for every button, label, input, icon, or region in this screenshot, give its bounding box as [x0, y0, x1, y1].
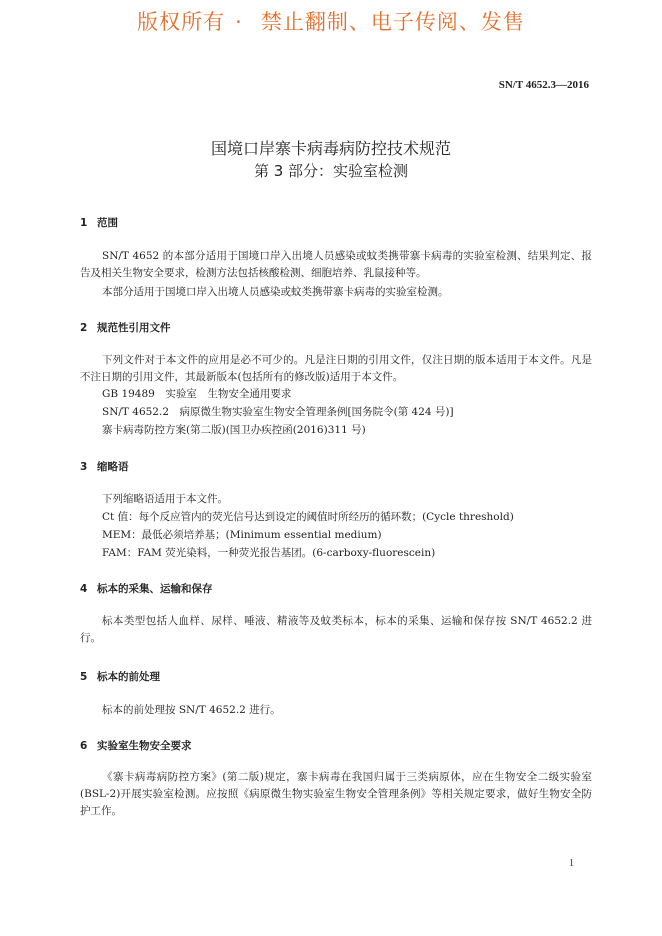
paragraph: SN/T 4652 的本部分适用于国境口岸入出境人员感染或蚊类携带寨卡病毒的实验室检测、结果判定、报告及相关生物安全要求，检测方法包括核酸检测、细胞培养、乳鼠接种等。 [80, 250, 592, 279]
watermark-dot: · [235, 10, 243, 34]
paragraph: 下列缩略语适用于本文件。 [102, 493, 228, 505]
abbreviation-item: FAM：FAM 荧光染料，一种荧光报告基团。(6-carboxy-fluorescein) [102, 547, 436, 559]
watermark-left-text: 版权所有 [137, 10, 226, 34]
section-number: 2 [80, 322, 88, 334]
section-title: 规范性引用文件 [97, 322, 171, 334]
copyright-watermark [0, 6, 662, 36]
section-number: 5 [80, 671, 88, 683]
paragraph: 本部分适用于国境口岸入出境人员感染或蚊类携带寨卡病毒的实验室检测。 [102, 286, 449, 298]
page-number: 1 [569, 858, 574, 869]
section-number: 3 [80, 461, 88, 473]
section-heading [80, 581, 213, 596]
reference-item: SN/T 4652.2 病原微生物实验室生物安全管理条例[国务院令(第 424 号)] [102, 406, 454, 418]
section-title: 缩略语 [97, 461, 129, 473]
section-number: 1 [80, 217, 88, 229]
section-title: 实验室生物安全要求 [97, 740, 192, 752]
section-number: 4 [80, 583, 88, 595]
section-title: 范围 [97, 217, 118, 229]
watermark-right-text: 禁止翻制、电子传阅、发售 [260, 10, 525, 34]
reference-item: GB 19489 实验室 生物安全通用要求 [102, 388, 292, 400]
standard-code: SN/T 4652.3—2016 [498, 79, 589, 91]
abbreviation-item: MEM：最低必须培养基；(Minimum essential medium) [102, 529, 382, 541]
section-title: 标本的前处理 [97, 671, 160, 683]
paragraph: 下列文件对于本文件的应用是必不可少的。凡是注日期的引用文件，仅注日期的版本适用于本文件。凡是不注日期的引用文件，其最新版本(包括所有的修改版)适用于本文件。 [80, 354, 592, 383]
abbreviation-item: Ct 值：每个反应管内的荧光信号达到设定的阈值时所经历的循环数；(Cycle threshold) [102, 511, 514, 523]
section-heading [80, 669, 160, 684]
paragraph: 标本类型包括人血样、尿样、唾液、精液等及蚊类标本，标本的采集、运输和保存按 SN/T 4652.2 进行。 [80, 615, 592, 644]
section-heading [80, 459, 129, 474]
reference-item: 寨卡病毒防控方案(第二版)(国卫办疾控函(2016)311 号) [102, 424, 366, 436]
paragraph: 标本的前处理按 SN/T 4652.2 进行。 [102, 704, 281, 716]
paragraph: 《寨卡病毒病防控方案》(第二版)规定，寨卡病毒在我国归属于三类病原体，应在生物安全二级实验室(BSL-2)开展实验室检测。应按照《病原微生物实验室生物安全管理条例》等相关规定要求，做好生物安全防护工作。 [80, 771, 592, 817]
document-subtitle: 第 3 部分：实验室检测 [253, 162, 409, 180]
section-heading [80, 215, 118, 230]
section-number: 6 [80, 740, 88, 752]
section-heading [80, 738, 192, 753]
section-heading [80, 320, 171, 335]
document-title: 国境口岸寨卡病毒病防控技术规范 [210, 139, 451, 158]
section-title: 标本的采集、运输和保存 [97, 583, 213, 595]
